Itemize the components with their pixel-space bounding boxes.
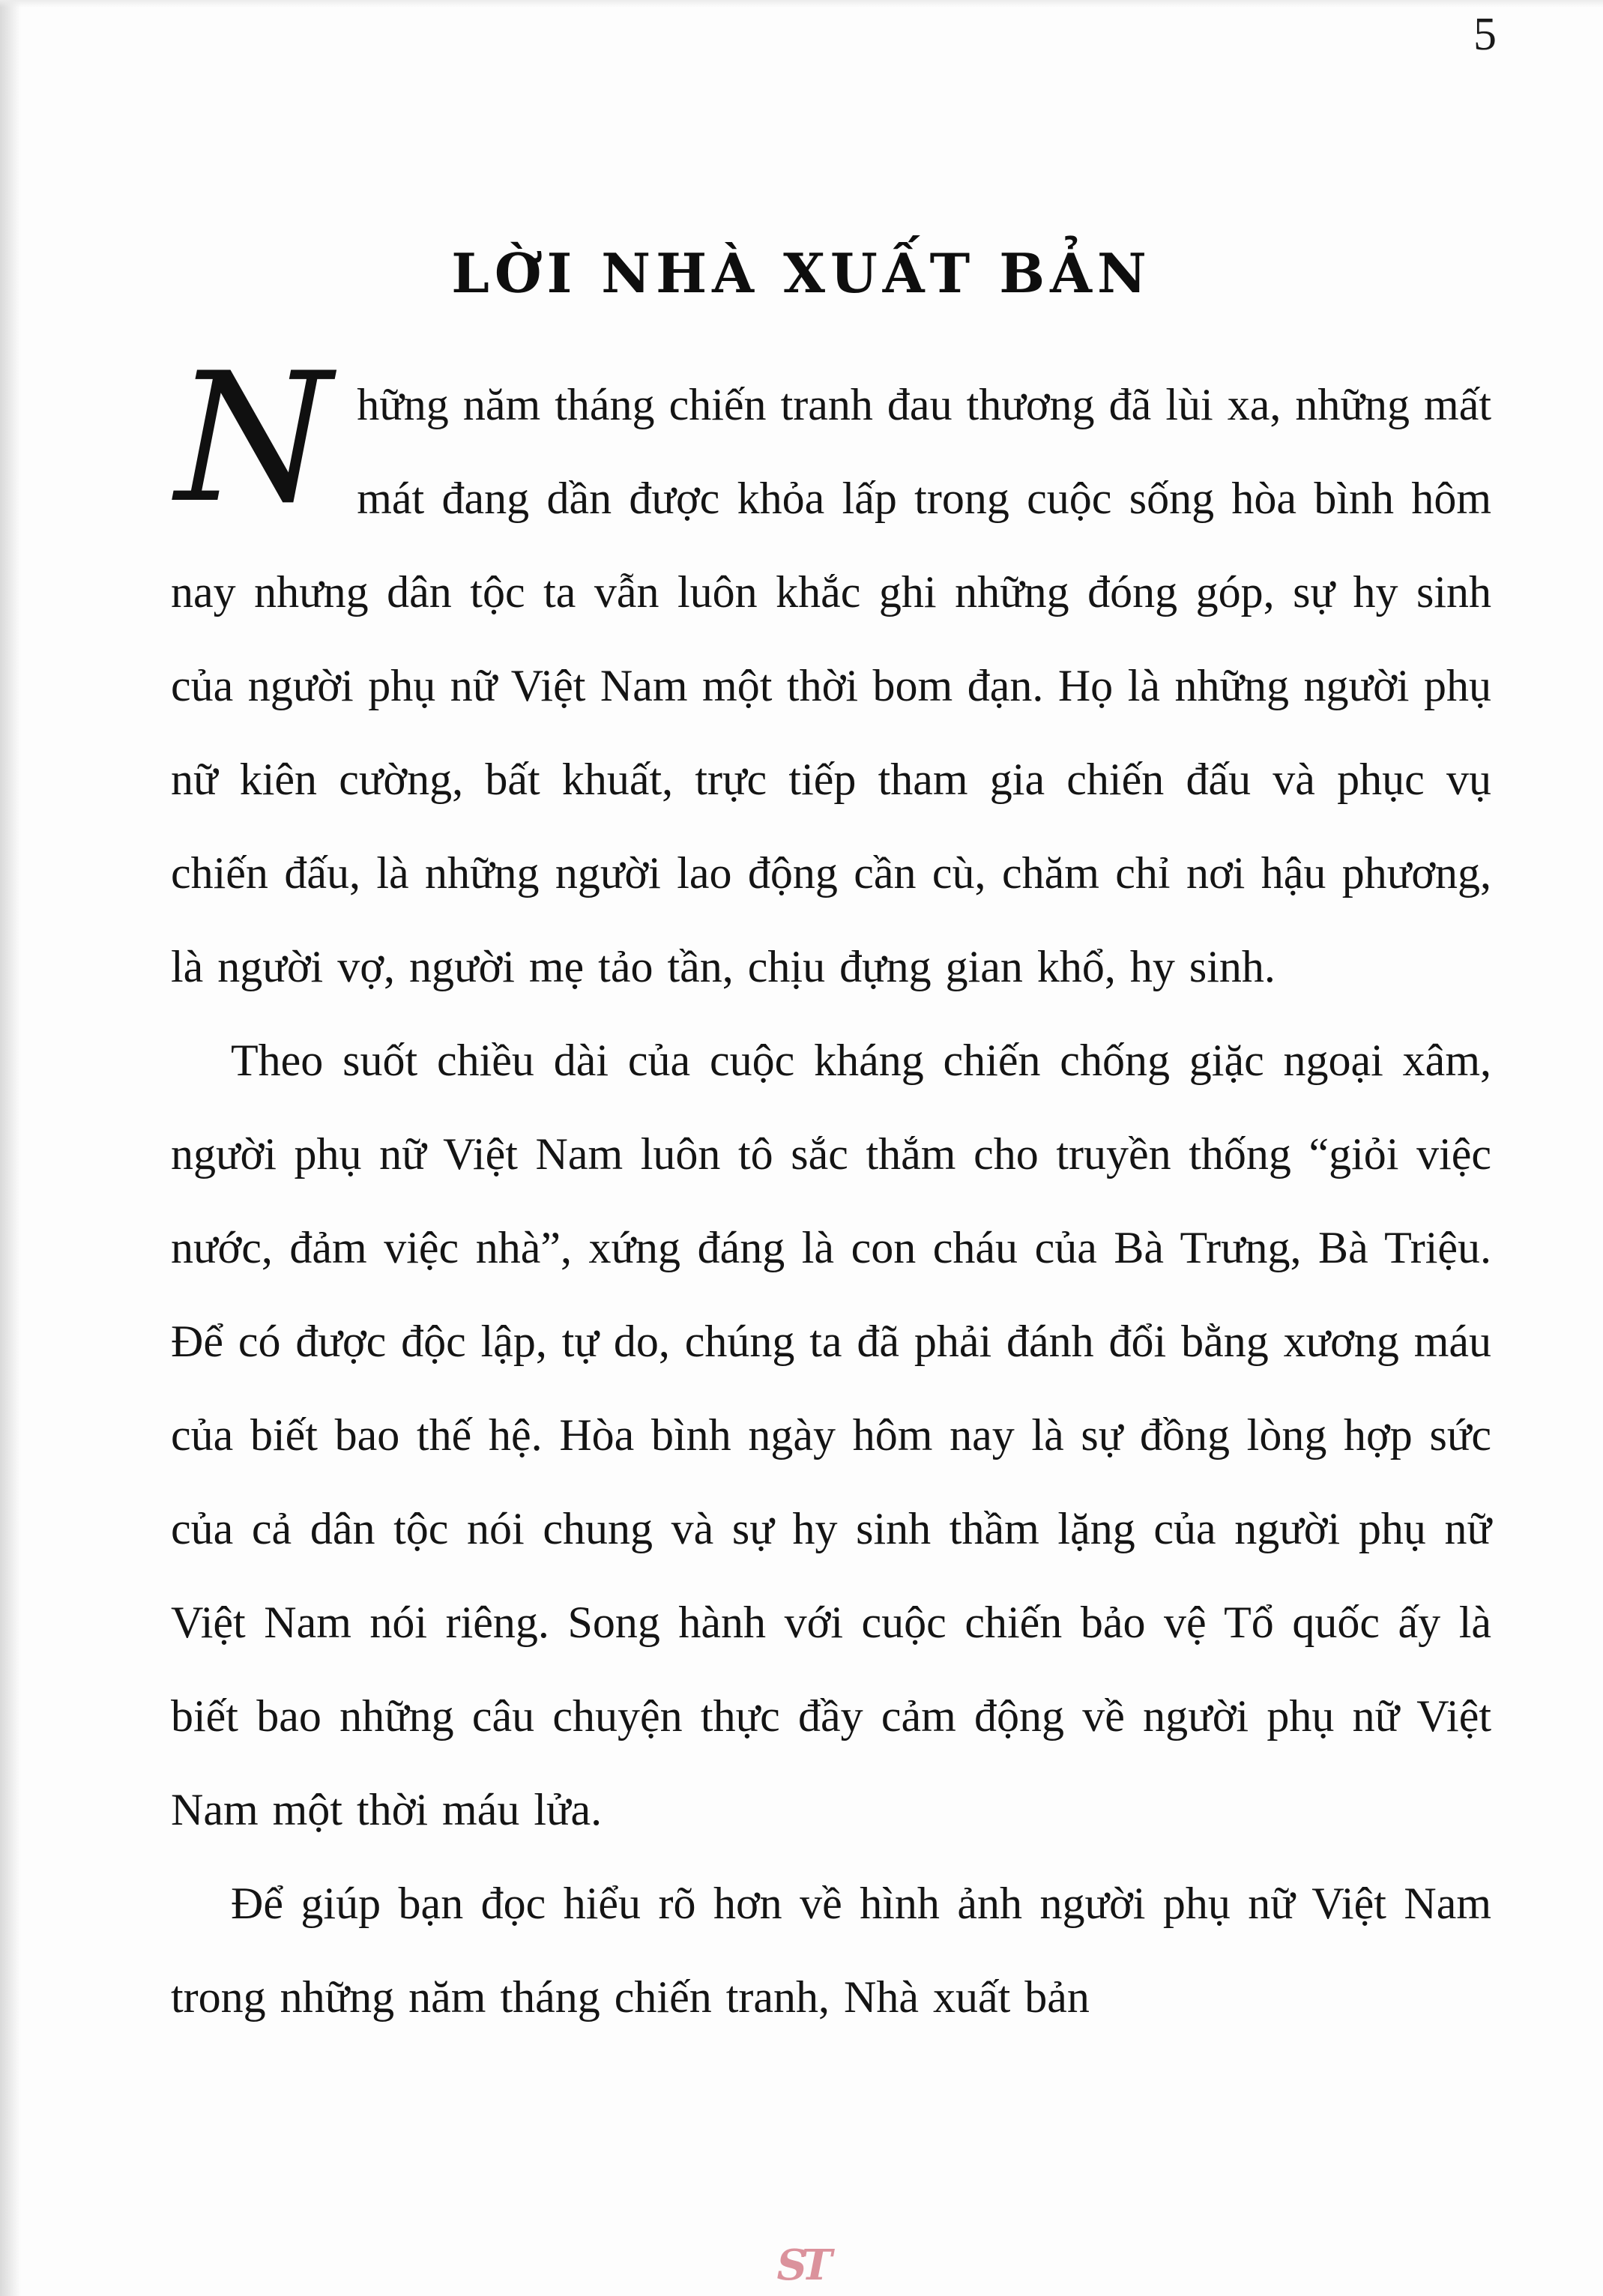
body-text (171, 335, 1491, 2044)
publisher-logo: ST (776, 2241, 827, 2290)
scan-edge-shadow-left (0, 0, 21, 2296)
paragraph-1-text: hững năm tháng chiến tranh đau thương đã lùi xa, những mất mát đang dần được khỏa lấp trong cuộc sống hòa bình hôm nay nhưng dân tộc ta vẫn luôn khắc ghi những đóng góp, sự hy sinh của người phụ nữ Việt Nam một thời bom đạn. Họ là những người phụ nữ kiên cường, bất khuất, trực tiếp tham gia chiến đấu và phục vụ chiến đấu, là những người lao động cần cù, chăm chỉ nơi hậu phương, là người vợ, người mẹ tảo tần, chịu đựng gian khổ, hy sinh. (171, 380, 1491, 991)
paragraph-2: Theo suốt chiều dài của cuộc kháng chiến chống giặc ngoại xâm, người phụ nữ Việt Nam luôn tô sắc thắm cho truyền thống “giỏi việc nước, đảm việc nhà”, xứng đáng là con cháu của Bà Trưng, Bà Triệu. Để có được độc lập, tự do, chúng ta đã phải đánh đổi bằng xương máu của biết bao thế hệ. Hòa bình ngày hôm nay là sự đồng lòng hợp sức của cả dân tộc nói chung và sự hy sinh thầm lặng của người phụ nữ Việt Nam nói riêng. Song hành với cuộc chiến bảo vệ Tổ quốc ấy là biết bao những câu chuyện thực đầy cảm động về người phụ nữ Việt Nam một thời máu lửa. (171, 1036, 1491, 1834)
paragraph-3: Để giúp bạn đọc hiểu rõ hơn về hình ảnh người phụ nữ Việt Nam trong những năm tháng chiến tranh, Nhà xuất bản (171, 1879, 1491, 2022)
paragraph-1 (171, 335, 1491, 1014)
chapter-title: LỜI NHÀ XUẤT BẢN (451, 241, 1152, 305)
page-number: 5 (1473, 9, 1497, 60)
dropcap-letter: N (175, 335, 332, 543)
scan-edge-shadow-top (0, 0, 1603, 7)
